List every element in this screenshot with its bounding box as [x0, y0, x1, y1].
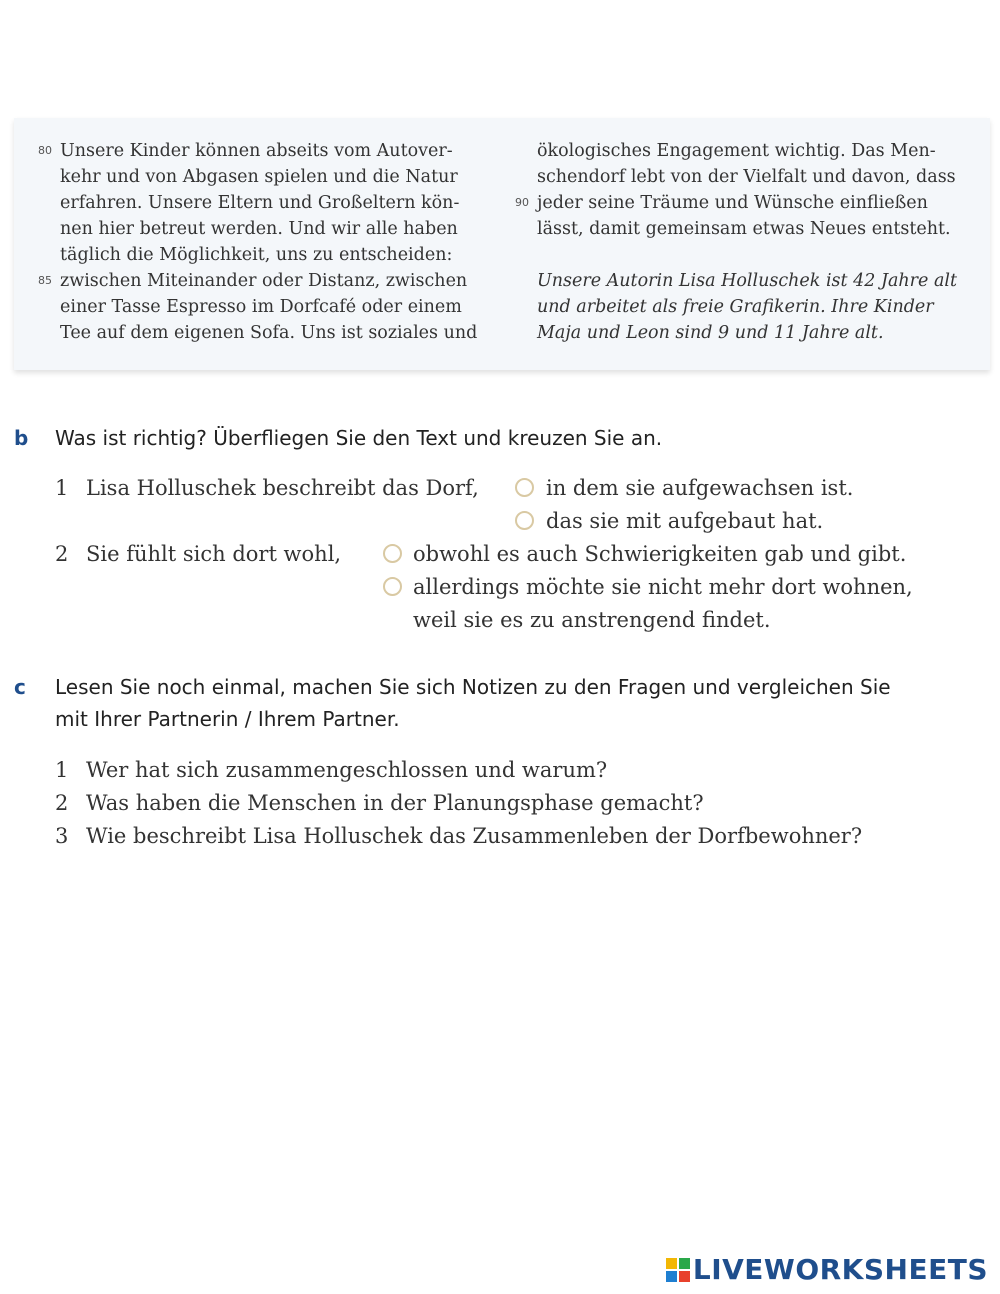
- option-label: in dem sie aufgewachsen ist.: [546, 476, 854, 500]
- task-letter: b: [14, 426, 29, 450]
- question-text: Was haben die Menschen in der Planungsphase gemacht?: [86, 791, 704, 815]
- text-line: lässt, damit gemeinsam etwas Neues entsteht.: [537, 219, 951, 239]
- logo-square: [666, 1271, 677, 1282]
- item-stem: Lisa Holluschek beschreibt das Dorf,: [86, 476, 479, 500]
- answer-radio[interactable]: [515, 511, 534, 530]
- logo-square: [679, 1258, 690, 1269]
- line-number: 80: [38, 144, 52, 157]
- question-item: [55, 787, 955, 820]
- task-title-line: mit Ihrer Partnerin / Ihrem Partner.: [55, 707, 400, 731]
- task-letter: c: [14, 675, 26, 699]
- answer-radio[interactable]: [515, 478, 534, 497]
- item-number: 1: [55, 758, 69, 782]
- line-number: 90: [515, 196, 529, 209]
- text-line: kehr und von Abgasen spielen und die Natur: [60, 167, 458, 187]
- text-line: schendorf lebt von der Vielfalt und davon, dass: [537, 167, 956, 187]
- answer-radio[interactable]: [383, 577, 402, 596]
- reading-text-box: [14, 118, 990, 370]
- item-stem: Sie fühlt sich dort wohl,: [86, 542, 342, 566]
- author-note-line: und arbeitet als freie Grafikerin. Ihre Kinder: [537, 297, 934, 317]
- text-line: 80 Unsere Kinder können abseits vom Autover-: [60, 138, 500, 164]
- text-line: täglich die Möglichkeit, uns zu entscheiden:: [60, 245, 453, 265]
- text-line: 90 jeder seine Träume und Wünsche einfließen: [537, 190, 987, 216]
- task-title: Was ist richtig? Überfliegen Sie den Text und kreuzen Sie an.: [55, 426, 663, 450]
- logo-square: [679, 1271, 690, 1282]
- liveworksheets-logo: [666, 1253, 988, 1286]
- item-number: 2: [55, 542, 69, 566]
- option-label: das sie mit aufgebaut hat.: [546, 509, 824, 533]
- question-item: [55, 820, 955, 853]
- option-label-continuation: weil sie es zu anstrengend findet.: [413, 608, 771, 632]
- answer-radio[interactable]: [383, 544, 402, 563]
- logo-square: [666, 1258, 677, 1269]
- author-note-line: Unsere Autorin Lisa Holluschek ist 42 Jahre alt: [537, 271, 958, 291]
- text-line: erfahren. Unsere Eltern und Großeltern kön-: [60, 193, 460, 213]
- task-c-heading: [14, 671, 994, 735]
- logo-mark-icon: [666, 1258, 690, 1282]
- task-b-item-2: [55, 538, 415, 571]
- item-number: 1: [55, 476, 69, 500]
- question-text: Wie beschreibt Lisa Holluschek das Zusammenleben der Dorfbewohner?: [86, 824, 863, 848]
- question-item: [55, 754, 955, 787]
- text-line: 85 zwischen Miteinander oder Distanz, zwischen: [60, 268, 500, 294]
- logo-text: LIVEWORKSHEETS: [692, 1253, 988, 1286]
- item-number: 3: [55, 824, 69, 848]
- line-number: 85: [38, 274, 52, 287]
- option-label: allerdings möchte sie nicht mehr dort wohnen,: [413, 575, 913, 599]
- text-line: einer Tasse Espresso im Dorfcafé oder einem: [60, 297, 462, 317]
- text-line: ökologisches Engagement wichtig. Das Men-: [537, 141, 936, 161]
- text-column-left: [38, 138, 500, 346]
- text-line: Tee auf dem eigenen Sofa. Uns ist soziales und: [60, 323, 478, 343]
- question-text: Wer hat sich zusammengeschlossen und warum?: [86, 758, 608, 782]
- item-number: 2: [55, 791, 69, 815]
- text-column-right: [515, 138, 987, 346]
- option-label: obwohl es auch Schwierigkeiten gab und gibt.: [413, 542, 907, 566]
- text-line: nen hier betreut werden. Und wir alle haben: [60, 219, 458, 239]
- author-note-line: Maja und Leon sind 9 und 11 Jahre alt.: [537, 323, 884, 343]
- task-title-line: Lesen Sie noch einmal, machen Sie sich Notizen zu den Fragen und vergleichen Sie: [55, 675, 891, 699]
